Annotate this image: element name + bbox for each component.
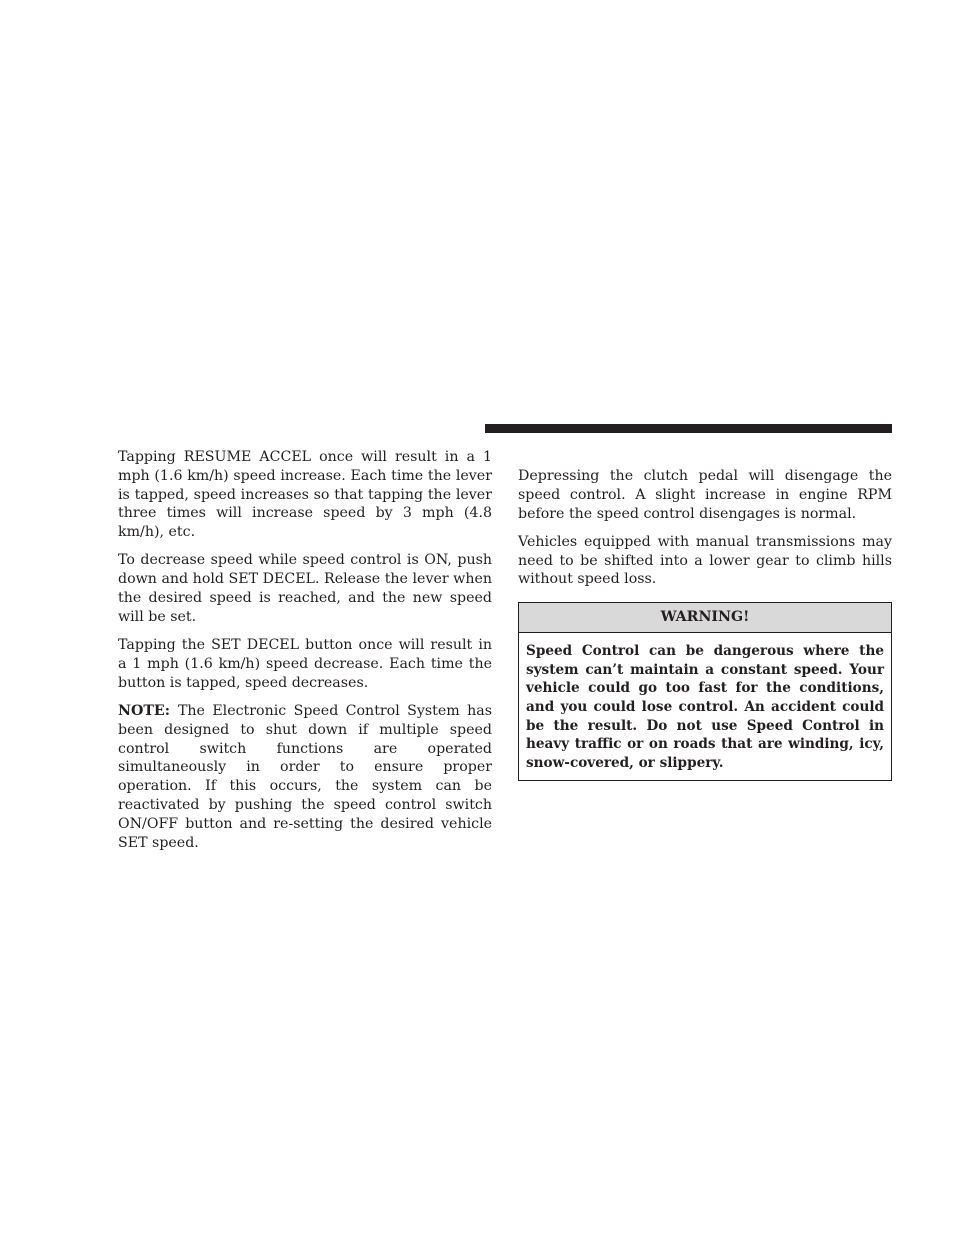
note-label: NOTE: (118, 703, 170, 720)
paragraph-set-decel: Tapping the SET DECEL button once will result in a 1 mph (1.6 km/h) speed decrease. Each time the button is tapped, speed decreases. (118, 637, 492, 691)
warning-box (518, 602, 892, 781)
note-paragraph (118, 702, 492, 852)
paragraph-decrease-speed: To decrease speed while speed control is ON, push down and hold SET DECEL. Release the lever when the desired speed is reached, and the new speed will be set. (118, 552, 492, 625)
warning-body: Speed Control can be dangerous where the system can’t maintain a constant speed. Your vehicle could go too fast for the conditions, and you could lose control. An accident could be the result. Do not use Speed Control in heavy traffic or on roads that are winding, icy, snow-covered, or slippery. (526, 643, 884, 771)
paragraph-resume-accel: Tapping RESUME ACCEL once will result in a 1 mph (1.6 km/h) speed increase. Each time the lever is tapped, speed increases so that tapping the lever three times will increase speed by 3 mph (4.8 km/h), etc. (118, 449, 492, 541)
left-column (118, 448, 492, 862)
paragraph-manual-transmission: Vehicles equipped with manual transmissions may need to be shifted into a lower gear to climb hills without speed loss. (518, 533, 892, 588)
warning-title: WARNING! (519, 603, 891, 633)
section-rule-bar (485, 424, 892, 433)
paragraph-clutch-pedal: Depressing the clutch pedal will disengage the speed control. A slight increase in engine RPM before the speed control disengages is normal. (518, 468, 892, 522)
note-text: The Electronic Speed Control System has been designed to shut down if multiple speed control switch functions are operated simultaneously in order to ensure proper operation. If this occurs, the system can be reactivated by pushing the speed control switch ON/OFF button and re-setting the desired vehicle SET speed. (118, 703, 492, 851)
right-column (518, 467, 892, 781)
